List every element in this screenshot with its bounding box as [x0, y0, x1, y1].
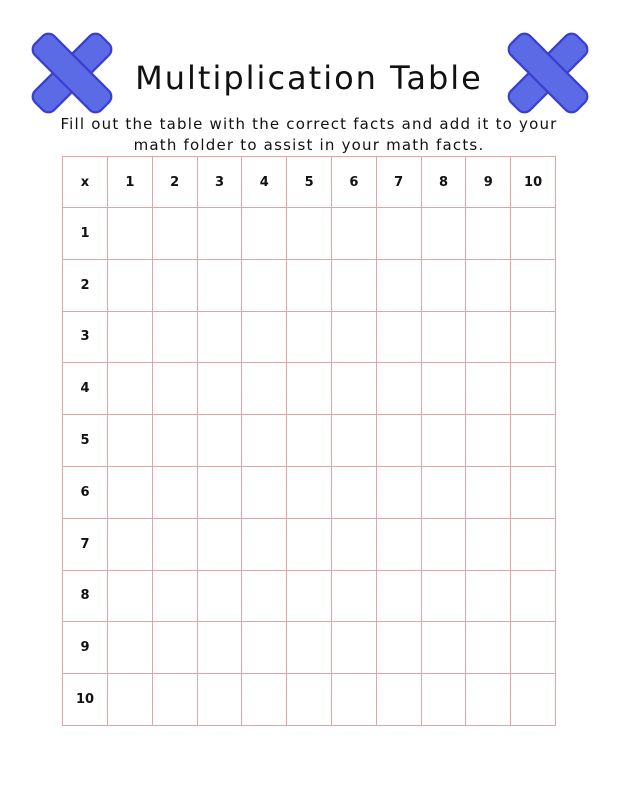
- answer-cell: [331, 466, 376, 518]
- answer-cell: [466, 622, 511, 674]
- answer-cell: [152, 363, 197, 415]
- table-row: [63, 363, 556, 415]
- answer-cell: [242, 259, 287, 311]
- column-header: 4: [242, 157, 287, 208]
- answer-cell: [152, 570, 197, 622]
- answer-cell: [242, 466, 287, 518]
- answer-cell: [287, 415, 332, 467]
- row-header: 1: [63, 208, 108, 260]
- answer-cell: [197, 518, 242, 570]
- table-row: [63, 570, 556, 622]
- answer-cell: [331, 311, 376, 363]
- answer-cell: [242, 208, 287, 260]
- answer-cell: [287, 363, 332, 415]
- row-header: 5: [63, 415, 108, 467]
- answer-cell: [331, 363, 376, 415]
- row-header: 3: [63, 311, 108, 363]
- answer-cell: [421, 311, 466, 363]
- answer-cell: [108, 674, 153, 726]
- answer-cell: [376, 363, 421, 415]
- answer-cell: [466, 415, 511, 467]
- answer-cell: [287, 622, 332, 674]
- answer-cell: [511, 466, 556, 518]
- answer-cell: [466, 311, 511, 363]
- answer-cell: [331, 570, 376, 622]
- answer-cell: [197, 311, 242, 363]
- answer-cell: [287, 518, 332, 570]
- table-row: [63, 674, 556, 726]
- row-header: 9: [63, 622, 108, 674]
- page-title: Multiplication Table: [135, 59, 483, 97]
- column-header: 6: [331, 157, 376, 208]
- answer-cell: [466, 208, 511, 260]
- answer-cell: [511, 518, 556, 570]
- answer-cell: [287, 208, 332, 260]
- answer-cell: [466, 518, 511, 570]
- answer-cell: [108, 208, 153, 260]
- instructions-text: Fill out the table with the correct facts and add it to your math folder to assist in your math facts.: [60, 115, 558, 154]
- row-header: 8: [63, 570, 108, 622]
- answer-cell: [421, 622, 466, 674]
- header-row: [63, 157, 556, 208]
- answer-cell: [287, 466, 332, 518]
- answer-cell: [242, 622, 287, 674]
- corner-multiply-symbol: x: [63, 157, 108, 208]
- answer-cell: [331, 259, 376, 311]
- column-header: 9: [466, 157, 511, 208]
- answer-cell: [108, 622, 153, 674]
- answer-cell: [287, 259, 332, 311]
- column-header: 3: [197, 157, 242, 208]
- row-header: 10: [63, 674, 108, 726]
- column-header: 10: [511, 157, 556, 208]
- answer-cell: [331, 622, 376, 674]
- answer-cell: [466, 674, 511, 726]
- answer-cell: [511, 208, 556, 260]
- table-row: [63, 622, 556, 674]
- answer-cell: [511, 311, 556, 363]
- answer-cell: [197, 415, 242, 467]
- answer-cell: [511, 622, 556, 674]
- answer-cell: [242, 311, 287, 363]
- row-header: 4: [63, 363, 108, 415]
- answer-cell: [376, 674, 421, 726]
- answer-cell: [108, 466, 153, 518]
- answer-cell: [152, 622, 197, 674]
- table-row: [63, 518, 556, 570]
- answer-cell: [466, 259, 511, 311]
- answer-cell: [108, 259, 153, 311]
- column-header: 7: [376, 157, 421, 208]
- answer-cell: [511, 415, 556, 467]
- answer-cell: [242, 363, 287, 415]
- answer-cell: [331, 674, 376, 726]
- row-header: 6: [63, 466, 108, 518]
- answer-cell: [152, 674, 197, 726]
- table-row: [63, 259, 556, 311]
- column-header: 1: [108, 157, 153, 208]
- answer-cell: [376, 311, 421, 363]
- row-header: 7: [63, 518, 108, 570]
- answer-cell: [108, 363, 153, 415]
- answer-cell: [152, 208, 197, 260]
- column-header: 5: [287, 157, 332, 208]
- answer-cell: [421, 518, 466, 570]
- answer-cell: [331, 518, 376, 570]
- answer-cell: [511, 259, 556, 311]
- answer-cell: [421, 570, 466, 622]
- answer-cell: [242, 415, 287, 467]
- answer-cell: [466, 570, 511, 622]
- column-header: 8: [421, 157, 466, 208]
- answer-cell: [376, 466, 421, 518]
- answer-cell: [466, 466, 511, 518]
- answer-cell: [197, 622, 242, 674]
- answer-cell: [376, 622, 421, 674]
- answer-cell: [197, 674, 242, 726]
- table-row: [63, 466, 556, 518]
- answer-cell: [152, 311, 197, 363]
- answer-cell: [376, 208, 421, 260]
- answer-cell: [152, 415, 197, 467]
- answer-cell: [197, 259, 242, 311]
- column-header: 2: [152, 157, 197, 208]
- multiplication-table: [62, 156, 556, 726]
- answer-cell: [421, 466, 466, 518]
- row-header: 2: [63, 259, 108, 311]
- answer-cell: [287, 311, 332, 363]
- answer-cell: [287, 570, 332, 622]
- answer-cell: [421, 259, 466, 311]
- answer-cell: [242, 518, 287, 570]
- answer-cell: [511, 570, 556, 622]
- answer-cell: [421, 674, 466, 726]
- answer-cell: [197, 466, 242, 518]
- answer-cell: [287, 674, 332, 726]
- answer-cell: [108, 311, 153, 363]
- answer-cell: [421, 208, 466, 260]
- answer-cell: [421, 363, 466, 415]
- answer-cell: [466, 363, 511, 415]
- table-row: [63, 415, 556, 467]
- answer-cell: [376, 415, 421, 467]
- answer-cell: [108, 415, 153, 467]
- answer-cell: [242, 570, 287, 622]
- table-row: [63, 311, 556, 363]
- answer-cell: [152, 259, 197, 311]
- answer-cell: [511, 674, 556, 726]
- answer-cell: [421, 415, 466, 467]
- answer-cell: [331, 208, 376, 260]
- answer-cell: [197, 570, 242, 622]
- answer-cell: [242, 674, 287, 726]
- answer-cell: [511, 363, 556, 415]
- answer-cell: [108, 570, 153, 622]
- answer-cell: [376, 518, 421, 570]
- answer-cell: [197, 363, 242, 415]
- answer-cell: [376, 570, 421, 622]
- table-row: [63, 208, 556, 260]
- answer-cell: [108, 518, 153, 570]
- answer-cell: [331, 415, 376, 467]
- answer-cell: [197, 208, 242, 260]
- answer-cell: [152, 518, 197, 570]
- answer-cell: [376, 259, 421, 311]
- answer-cell: [152, 466, 197, 518]
